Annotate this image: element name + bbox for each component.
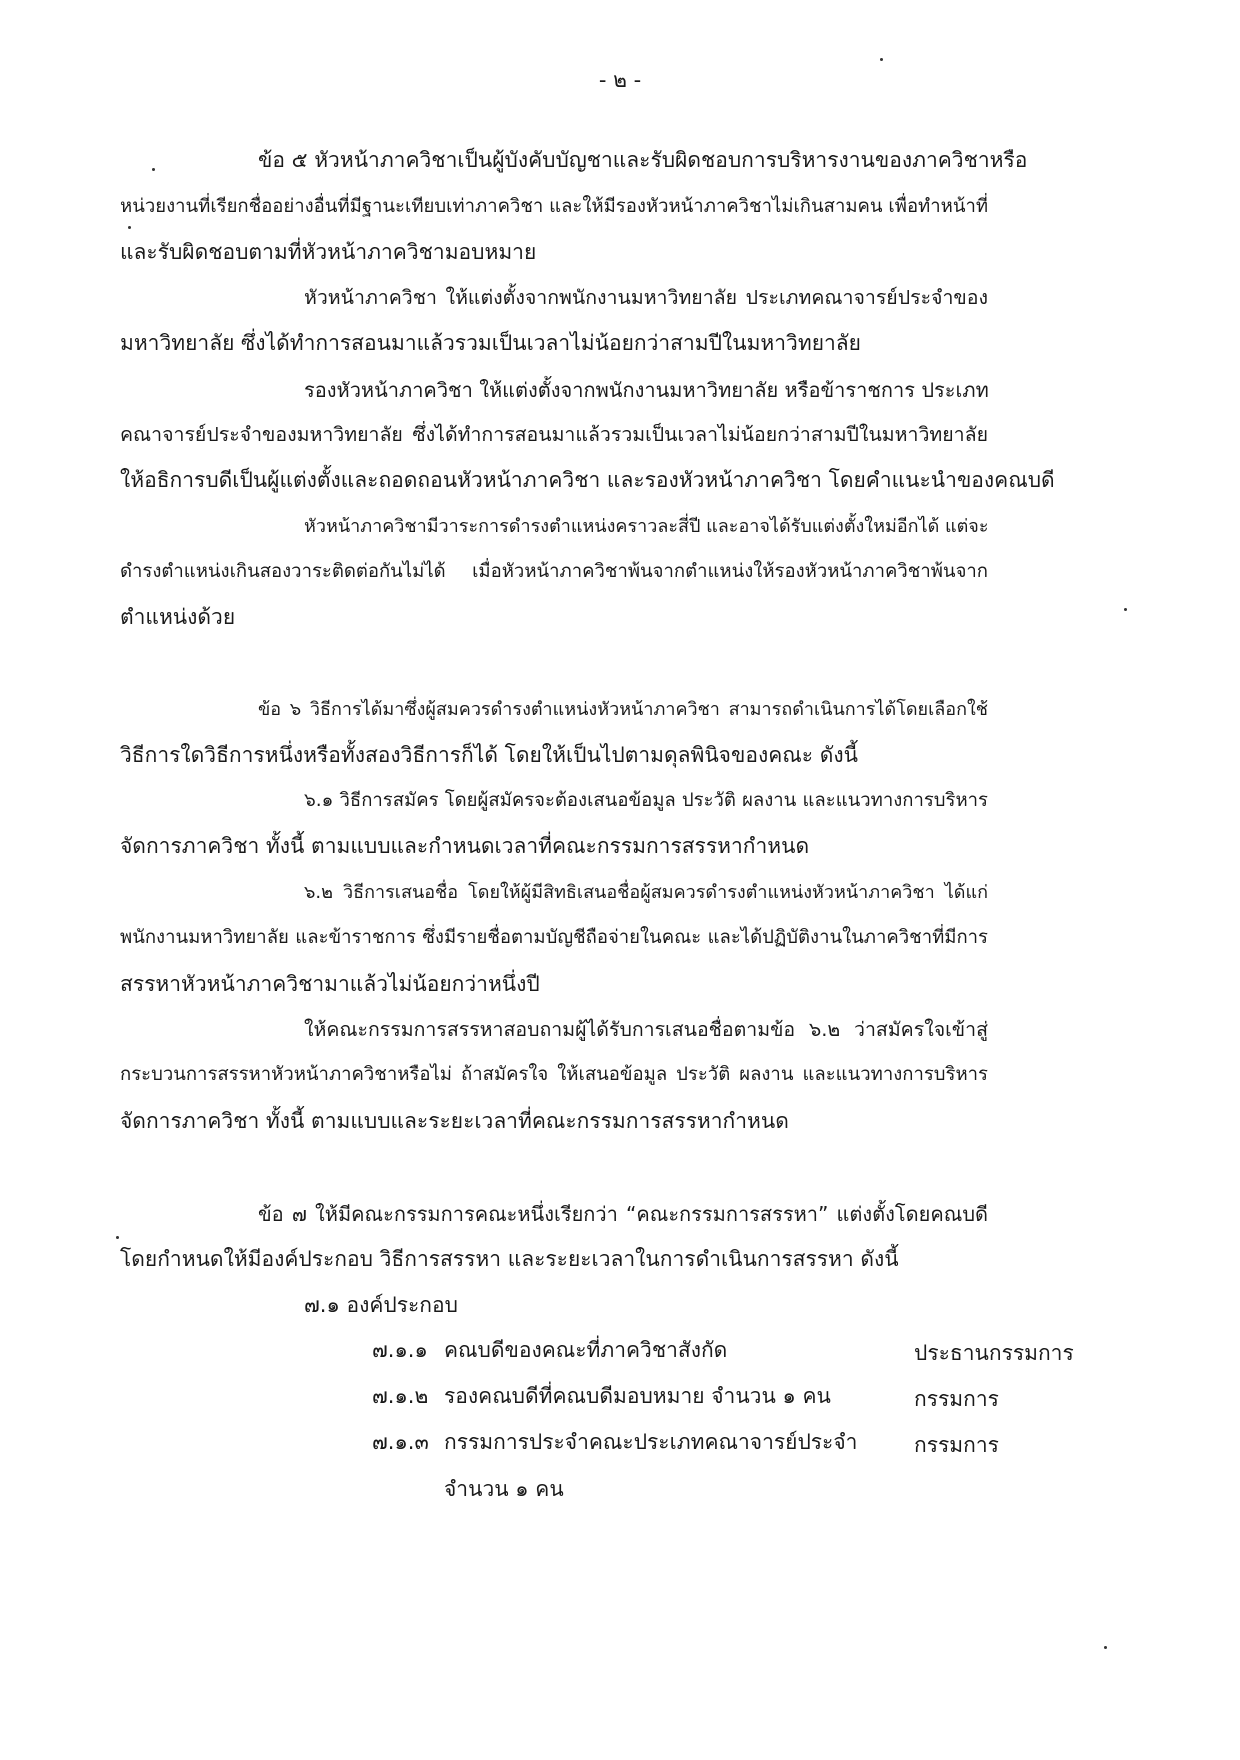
clause-7-line-2: โดยกำหนดให้มีองค์ประกอบ วิธีการสรรหา และระยะเวลาในการดำเนินการสรรหา ดังนี้ bbox=[120, 1247, 899, 1271]
clause-5-p4-line-2: ดำรงตำแหน่งเกินสองวาระติดต่อกันไม่ได้ เมื่อหัวหน้าภาควิชาพ้นจากตำแหน่งให้รองหัวหน้าภาควิชาพ้นจาก bbox=[120, 561, 988, 582]
clause-6-line-2: วิธีการใดวิธีการหนึ่งหรือทั้งสองวิธีการก็ได้ โดยให้เป็นไปตามดุลพินิจของคณะ ดังนี้ bbox=[120, 743, 858, 767]
member-7-1-1-role: ประธานกรรมการ bbox=[914, 1341, 1074, 1365]
page-number: - ๒ - bbox=[598, 68, 642, 92]
member-7-1-3-desc-cont: จำนวน ๑ คน bbox=[444, 1477, 564, 1501]
clause-5-line-1: ข้อ ๕ หัวหน้าภาควิชาเป็นผู้บังคับบัญชาและรับผิดชอบการบริหารงานของภาควิชาหรือ bbox=[258, 148, 1028, 172]
clause-6-line-1: ข้อ ๖ วิธีการได้มาซึ่งผู้สมควรดำรงตำแหน่งหัวหน้าภาควิชา สามารถดำเนินการได้โดยเลือกใช้ bbox=[258, 699, 988, 720]
scan-speck bbox=[128, 226, 131, 229]
clause-5-p4-line-1: หัวหน้าภาควิชามีวาระการดำรงตำแหน่งคราวละสี่ปี และอาจได้รับแต่งตั้งใหม่อีกได้ แต่จะ bbox=[304, 516, 989, 537]
member-7-1-3-desc: กรรมการประจำคณะประเภทคณาจารย์ประจำ bbox=[444, 1430, 858, 1454]
member-7-1-1-number: ๗.๑.๑ bbox=[372, 1338, 428, 1362]
scan-speck bbox=[152, 168, 155, 171]
member-7-1-2-role: กรรมการ bbox=[914, 1387, 999, 1411]
clause-5-p3-line-1: รองหัวหน้าภาควิชา ให้แต่งตั้งจากพนักงานมหาวิทยาลัย หรือข้าราชการ ประเภท bbox=[304, 378, 989, 402]
clause-6-2-line-2: พนักงานมหาวิทยาลัย และข้าราชการ ซึ่งมีรายชื่อตามบัญชีถือจ่ายในคณะ และได้ปฏิบัติงานในภาควิชาที่มีการ bbox=[120, 927, 988, 948]
member-7-1-3-role: กรรมการ bbox=[914, 1433, 999, 1457]
clause-5-p4-line-3: ตำแหน่งด้วย bbox=[120, 605, 236, 629]
clause-7-1-heading: ๗.๑ องค์ประกอบ bbox=[304, 1293, 458, 1317]
scan-speck bbox=[1124, 608, 1127, 611]
clause-5-line-3: และรับผิดชอบตามที่หัวหน้าภาควิชามอบหมาย bbox=[120, 240, 537, 264]
member-7-1-3-number: ๗.๑.๓ bbox=[372, 1430, 429, 1454]
clause-5-p2-line-1: หัวหน้าภาควิชา ให้แต่งตั้งจากพนักงานมหาวิทยาลัย ประเภทคณาจารย์ประจำของ bbox=[304, 286, 988, 309]
clause-6-p4-line-1: ให้คณะกรรมการสรรหาสอบถามผู้ได้รับการเสนอชื่อตามข้อ ๖.๒ ว่าสมัครใจเข้าสู่ bbox=[304, 1018, 988, 1041]
clause-6-2-line-1: ๖.๒ วิธีการเสนอชื่อ โดยให้ผู้มีสิทธิเสนอชื่อผู้สมควรดำรงตำแหน่งหัวหน้าภาควิชา ได้แก่ bbox=[304, 882, 988, 903]
clause-6-p4-line-2: กระบวนการสรรหาหัวหน้าภาควิชาหรือไม่ ถ้าสมัครใจ ให้เสนอข้อมูล ประวัติ ผลงาน และแนวทางการบริหาร bbox=[120, 1064, 988, 1085]
scan-speck bbox=[116, 1236, 119, 1239]
clause-7-line-1: ข้อ ๗ ให้มีคณะกรรมการคณะหนึ่งเรียกว่า “คณะกรรมการสรรหา” แต่งตั้งโดยคณบดี bbox=[258, 1202, 988, 1226]
clause-6-p4-line-3: จัดการภาควิชา ทั้งนี้ ตามแบบและระยะเวลาที่คณะกรรมการสรรหากำหนด bbox=[120, 1109, 789, 1133]
clause-5-p3-line-3: ให้อธิการบดีเป็นผู้แต่งตั้งและถอดถอนหัวหน้าภาควิชา และรองหัวหน้าภาควิชา โดยคำแนะนำของคณบดี bbox=[120, 468, 1055, 492]
clause-6-1-line-1: ๖.๑ วิธีการสมัคร โดยผู้สมัครจะต้องเสนอข้อมูล ประวัติ ผลงาน และแนวทางการบริหาร bbox=[304, 790, 988, 811]
member-7-1-2-number: ๗.๑.๒ bbox=[372, 1384, 429, 1408]
scan-speck bbox=[1104, 1646, 1107, 1649]
clause-6-1-line-2: จัดการภาควิชา ทั้งนี้ ตามแบบและกำหนดเวลาที่คณะกรรมการสรรหากำหนด bbox=[120, 834, 810, 858]
member-7-1-2-desc: รองคณบดีที่คณบดีมอบหมาย จำนวน ๑ คน bbox=[444, 1384, 831, 1408]
clause-5-line-2: หน่วยงานที่เรียกชื่ออย่างอื่นที่มีฐานะเทียบเท่าภาควิชา และให้มีรองหัวหน้าภาควิชาไม่เกินสามคน เพื่อทำหน้าที่ bbox=[120, 196, 989, 217]
clause-5-p2-line-2: มหาวิทยาลัย ซึ่งได้ทำการสอนมาแล้วรวมเป็นเวลาไม่น้อยกว่าสามปีในมหาวิทยาลัย bbox=[120, 331, 861, 355]
member-7-1-1-desc: คณบดีของคณะที่ภาควิชาสังกัด bbox=[444, 1338, 728, 1362]
clause-5-p3-line-2: คณาจารย์ประจำของมหาวิทยาลัย ซึ่งได้ทำการสอนมาแล้วรวมเป็นเวลาไม่น้อยกว่าสามปีในมหาวิทยาลัย bbox=[120, 423, 988, 446]
clause-6-2-line-3: สรรหาหัวหน้าภาควิชามาแล้วไม่น้อยกว่าหนึ่งปี bbox=[120, 972, 540, 996]
scan-speck bbox=[880, 58, 883, 61]
